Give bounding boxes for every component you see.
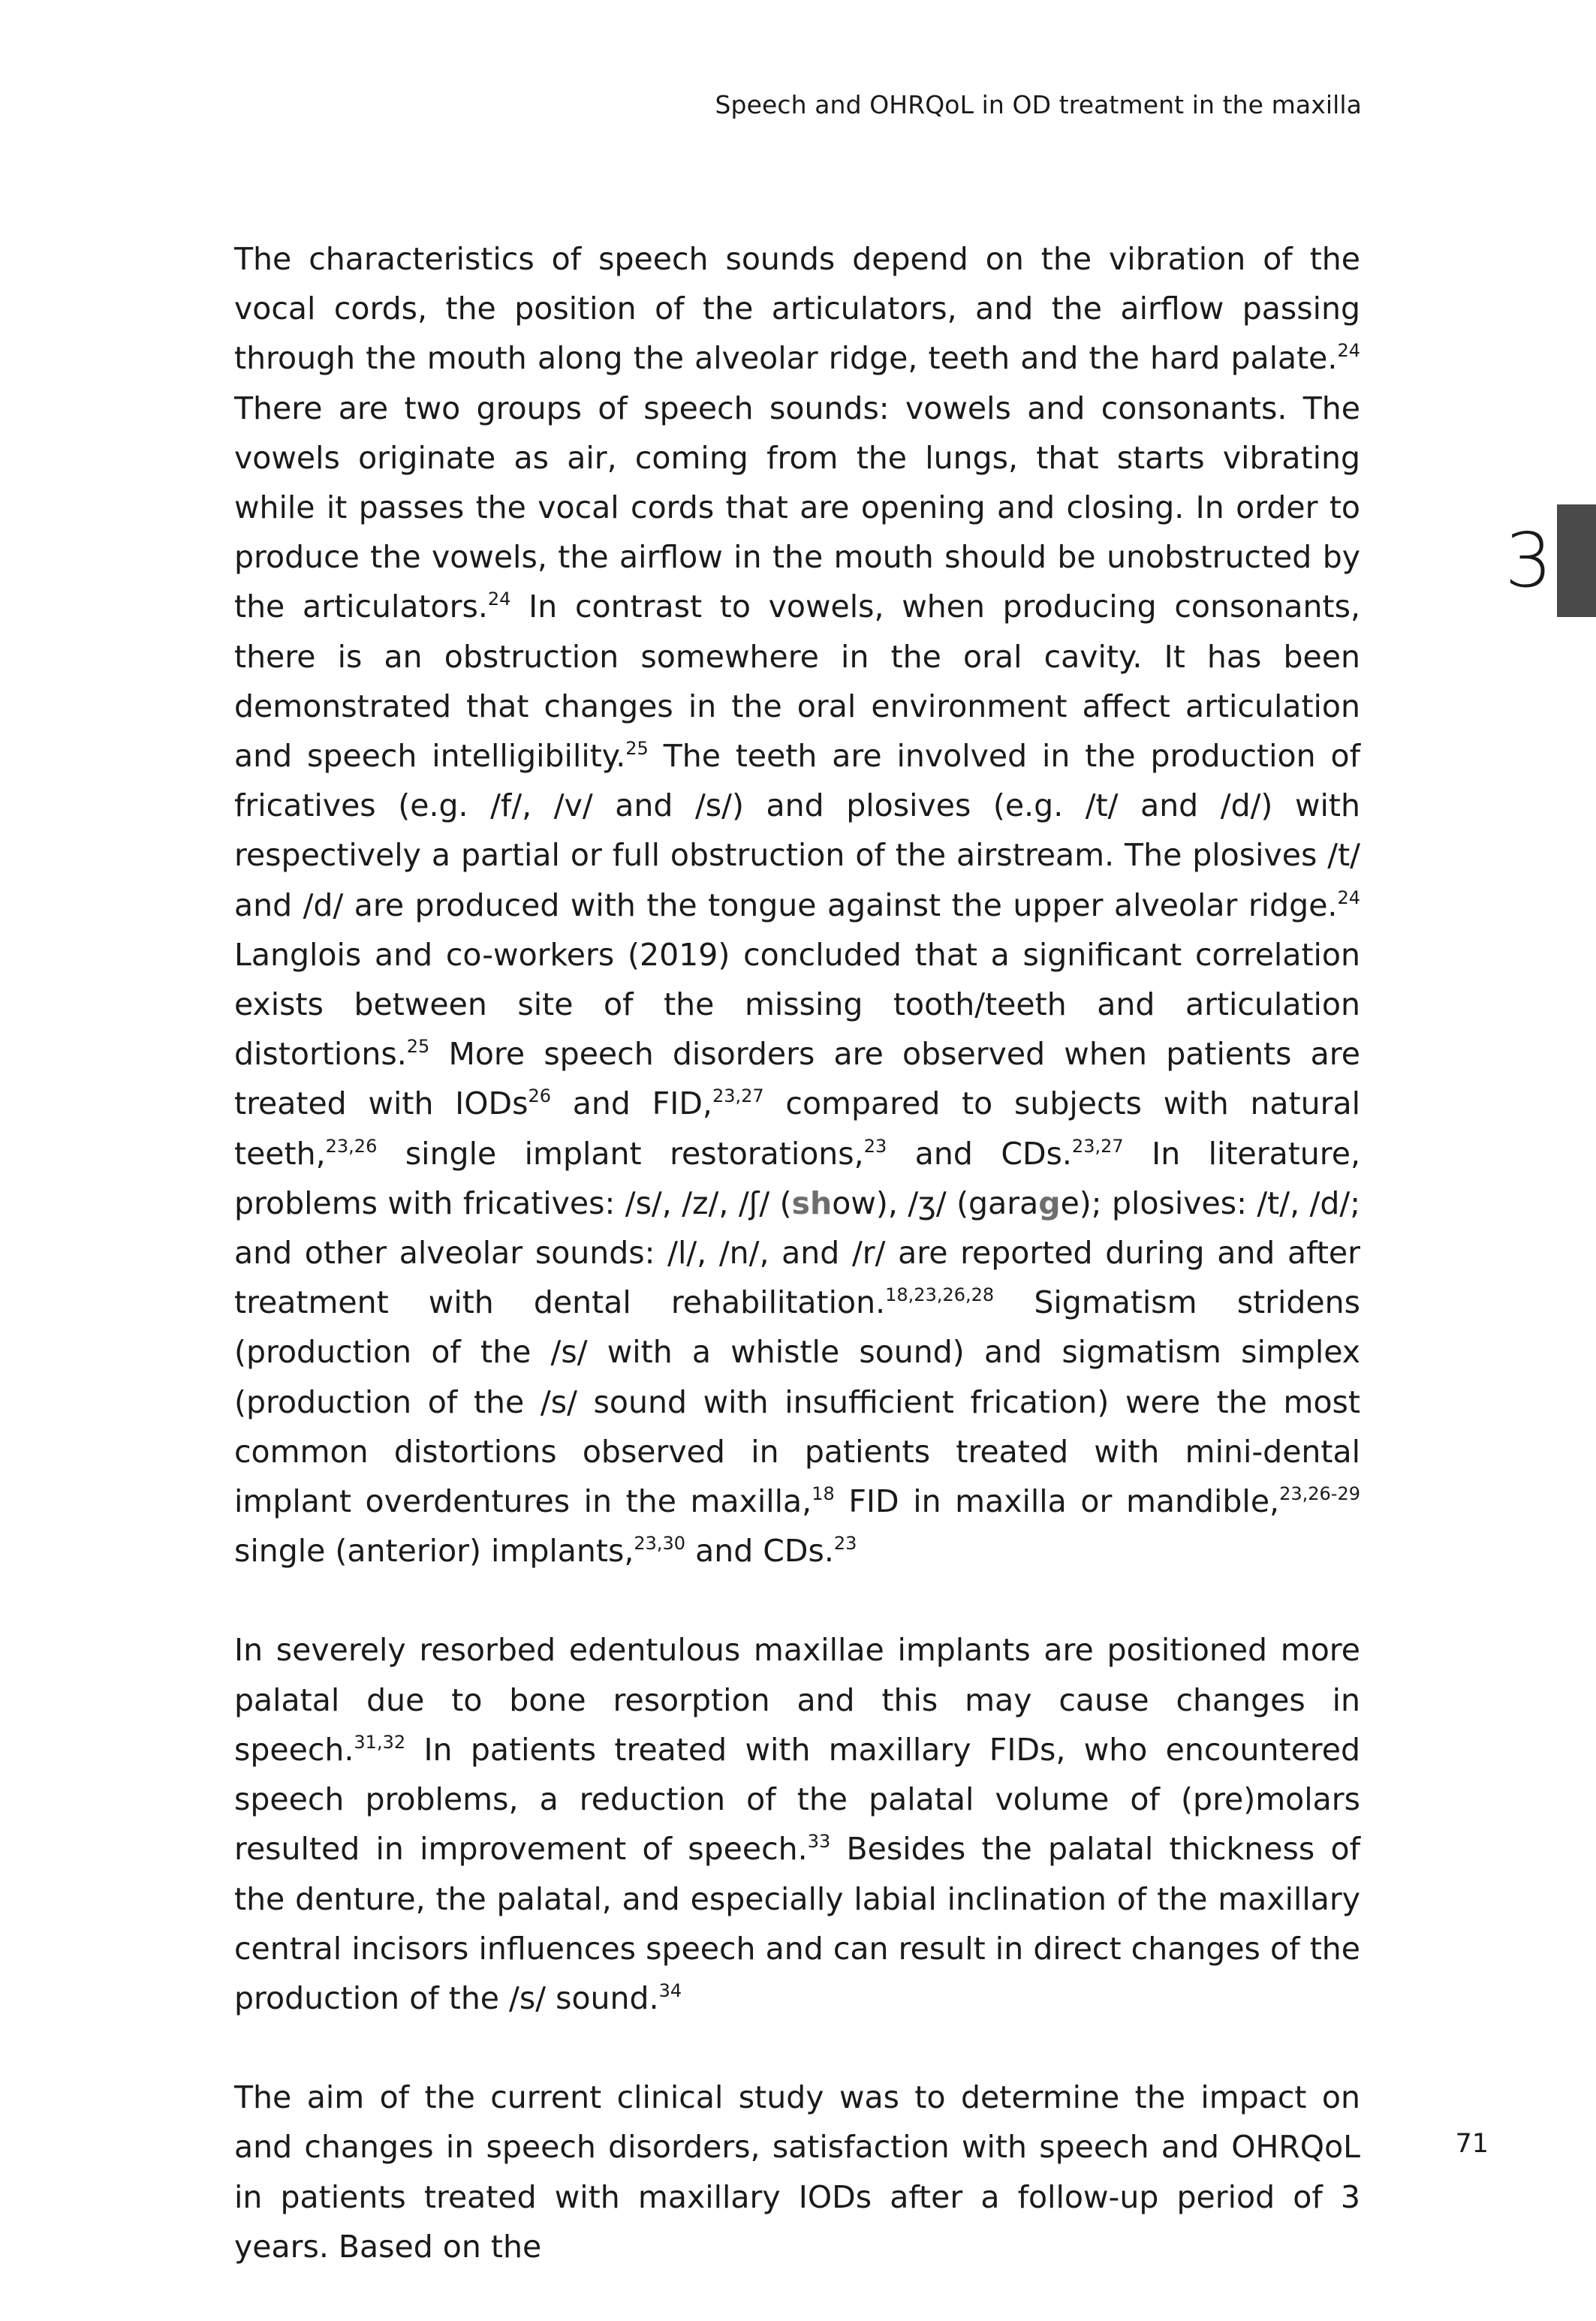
citation: 34 [658,1979,682,2001]
paragraph-2: In severely resorbed edentulous maxillae implants are positioned more palatal due to bone resorption and this may cause changes in speech.$^{31,32}$ In patients treated with maxillary FIDs, who encountered speech problems, a reduction of the palatal volume of (pre)molars resulted in improvement of speech.$^{33}$ Besides the palatal thickness of the denture, the palatal, and especially labial inclination of the maxillary central incisors influences speech and can result in direct changes of the production of the /s/ sound.$^{34}$ [234,1632,1361,2016]
page-number: 71 [1455,2129,1489,2159]
citation: 23 [863,1135,887,1157]
citation: 23,26-29 [1279,1483,1360,1505]
highlighted-letters: sh [791,1185,833,1221]
highlighted-letters: g [1038,1185,1061,1221]
citation: 18,23,26,28 [885,1284,995,1306]
citation: 24 [1337,887,1360,908]
citation: 23,27 [1071,1135,1124,1157]
citation: 33 [807,1831,831,1853]
chapter-tab [1557,504,1596,617]
citation: 18 [812,1483,835,1505]
citation: 23,30 [634,1533,686,1555]
body-text [234,234,1360,2321]
citation: 25 [625,738,649,760]
chapter-number: 3 [1504,516,1552,604]
citation: 23,27 [712,1085,764,1107]
paragraph-1: The characteristics of speech sounds depend on the vibration of the vocal cords, the position of the articulators, and the airflow passing through the mouth along the alveolar ridge, teeth and the hard palate.$^{24}$ There are two groups of speech sounds: vowels and consonants. The vowels originate as air, coming from the lungs, that starts vibrating while it passes the vocal cords that are opening and closing. In order to produce the vowels, the airflow in the mouth should be unobstructed by the articulators.$^{24}$ In contrast to vowels, when producing consonants, there is an obstruction somewhere in the oral cavity. It has been demonstrated that changes in the oral environment affect articulation and speech intelligibility.$^{25}$ The teeth are involved in the production of fricatives (e.g. /f/, /v/ and /s/) and plosives (e.g. /t/ and /d/) with respectively a partial or full obstruction of the airstream. The plosives /t/ and /d/ are produced with the tongue against the upper alveolar ridge.$^{24}$ Langlois and co-workers (2019) concluded that a significant correlation exists between site of the missing tooth/teeth and articulation distortions.$^{25}$ More speech disorders are observed when patients are treated with IODs$^{26}$ and FID,$^{23,27}$ compared to subjects with natural teeth,$^{23,26}$ single implant restorations,$^{23}$ and CDs.$^{23,27}$ In literature, problems with fricatives: /s/, /z/, /ʃ/ (show), /ʒ/ (garage); plosives: /t/, /d/; and other alveolar sounds: /l/, /n/, and /r/ are reported during and after treatment with dental rehabilitation.$^{18,23,26,28}$ Sigmatism stridens (production of the /s/ with a whistle sound) and sigmatism simplex (production of the /s/ sound with insufficient frication) were the most common distortions observed in patients treated with mini-dental implant overdentures in the maxilla,$^{18}$ FID in maxilla or mandible,$^{23,26-29}$ single (anterior) implants,$^{23,30}$ and CDs.$^{23}$ [234,241,1361,1570]
citation: 23,26 [325,1135,378,1157]
citation: 23 [833,1533,857,1555]
citation: 25 [406,1036,430,1058]
citation: 26 [528,1085,552,1107]
citation: 24 [1337,340,1360,362]
citation: 24 [487,589,511,610]
citation: 31,32 [354,1731,406,1753]
running-header: Speech and OHRQoL in OD treatment in the maxilla [715,90,1362,119]
paragraph-3: The aim of the current clinical study was to determine the impact on and changes in speech disorders, satisfaction with speech and OHRQoL in patients treated with maxillary IODs after a follow-up period of 3 years. Based on the [234,2079,1360,2265]
